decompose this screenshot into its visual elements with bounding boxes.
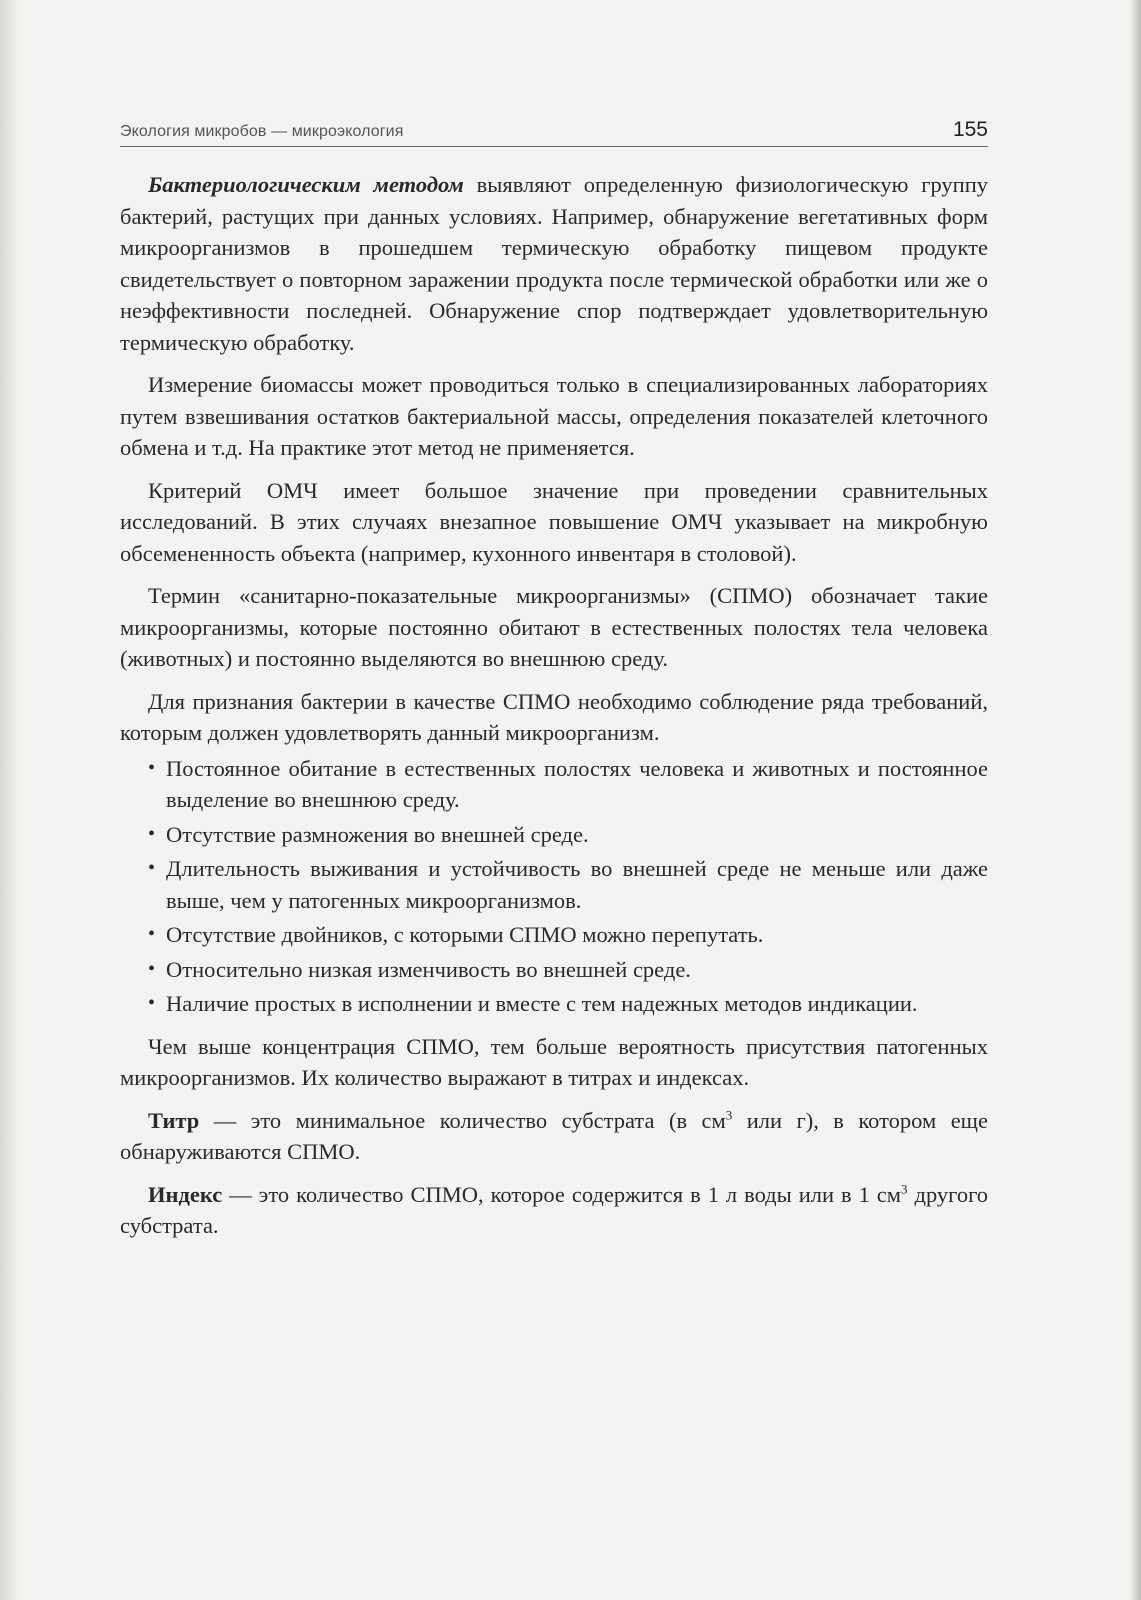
body-text	[120, 169, 988, 1242]
requirements-list	[120, 753, 988, 1020]
italic-term: Бактериологическим методом	[148, 172, 464, 197]
page-number: 155	[952, 118, 988, 141]
bullet-icon: •	[148, 992, 156, 1014]
bullet-icon: •	[148, 857, 156, 879]
running-title: Экология микробов — микроэкология	[120, 123, 404, 140]
superscript: 3	[901, 1181, 908, 1196]
bold-term-index: Индекс	[148, 1181, 223, 1207]
list-item: • Отсутствие двойников, с которыми СПМО можно перепутать.	[148, 919, 988, 951]
list-item: • Наличие простых в исполнении и вместе с тем надежных методов индикации.	[148, 988, 988, 1020]
bullet-icon: •	[148, 923, 156, 945]
scan-shadow-right	[1129, 0, 1141, 1600]
paragraph-text: выявляют определенную физиологическую группу бактерий, растущих при данных условиях. Например, обнаружение вегетативных форм микроорганизмов в прошедшем термическую обработку пищевом продукте свидетельствует о повторном заражении продукта после термической обработки или же о неэффективности последней. Обнаружение спор подтверждает удовлетворительную термическую обработку.	[120, 172, 988, 355]
paragraph-spmo-requirements: Для признания бактерии в качестве СПМО необходимо соблюдение ряда требований, которым должен удовлетворять данный микроорганизм.	[120, 688, 988, 745]
bullet-icon: •	[148, 756, 156, 779]
paragraph-concentration: Чем выше концентрация СПМО, тем больше вероятность присутствия патогенных микроорганизмов. Их количество выражают в титрах и индексах.	[120, 1033, 988, 1090]
paragraph-titer: Титр — это минимальное количество субстрата (в $см^3$ или г), в котором еще обнаруживаются СПМО.	[120, 1107, 988, 1164]
bullet-icon: •	[148, 822, 156, 845]
paragraph-index: Индекс — это количество СПМО, которое содержится в 1 л воды или в 1 $см^3$ другого субстрата.	[120, 1181, 988, 1238]
list-item: • Постоянное обитание в естественных полостях человека и животных и постоянное выделение во внешнюю среду.	[148, 753, 988, 816]
paragraph-biomass: Измерение биомассы может проводиться только в специализированных лабораториях путем взвешивания остатков бактериальной массы, определения показателей клеточного обмена и т.д. На практике этот метод не применяется.	[120, 372, 988, 460]
list-item: • Длительность выживания и устойчивость во внешней среде не меньше или даже выше, чем у патогенных микроорганизмов.	[148, 853, 988, 916]
list-item: • Относительно низкая изменчивость во внешней среде.	[148, 954, 988, 986]
paragraph-spmo-definition: Термин «санитарно-показательные микроорганизмы» (СПМО) обозначает такие микроорганизмы, которые постоянно обитают в естественных полостях тела человека (животных) и постоянно выделяются во внешнюю среду.	[120, 583, 988, 671]
paragraph-bacteriological-method	[120, 169, 988, 358]
scan-shadow-left	[0, 0, 22, 1600]
book-page	[120, 118, 988, 1253]
paragraph-omch: Критерий ОМЧ имеет большое значение при проведении сравнительных исследований. В этих случаях внезапное повышение ОМЧ указывает на микробную обсемененность объекта (например, кухонного инвентаря в столовой).	[120, 477, 988, 566]
superscript: 3	[725, 1107, 733, 1122]
list-item: • Отсутствие размножения во внешней среде.	[148, 819, 988, 851]
bold-term-titer: Титр	[148, 1107, 200, 1133]
running-header	[120, 118, 988, 147]
bullet-icon: •	[148, 957, 156, 980]
